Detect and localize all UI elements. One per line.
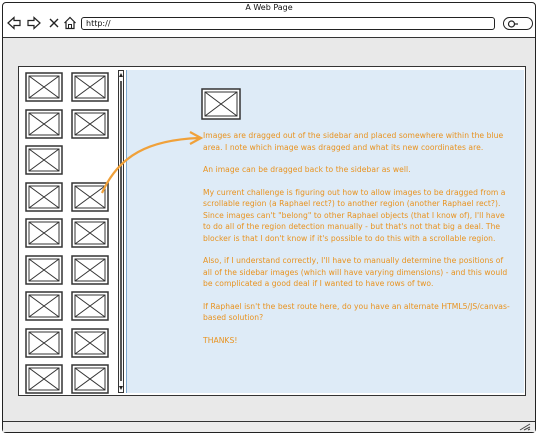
resize-grip-icon[interactable] xyxy=(519,423,531,431)
home-icon[interactable] xyxy=(63,16,77,30)
forward-arrow-icon[interactable] xyxy=(27,16,41,30)
browser-toolbar xyxy=(3,13,535,38)
scroll-up-icon[interactable] xyxy=(119,72,123,78)
search-box[interactable] xyxy=(503,17,533,30)
status-bar xyxy=(3,421,535,432)
back-arrow-icon[interactable] xyxy=(7,16,21,30)
sidebar-image[interactable] xyxy=(71,291,109,321)
sidebar-image[interactable] xyxy=(25,218,63,248)
app-frame xyxy=(18,66,526,396)
sidebar-image[interactable] xyxy=(25,109,63,139)
paragraph: An image can be dragged back to the sidebar as well. xyxy=(203,165,411,174)
description-text xyxy=(203,130,513,357)
close-x-icon[interactable] xyxy=(47,16,61,30)
drag-arrow-icon xyxy=(89,95,219,245)
sidebar-image[interactable] xyxy=(25,72,63,102)
sidebar-image[interactable] xyxy=(71,328,109,358)
paragraph: My current challenge is figuring out how to allow images to be dragged from a scrollable region (a Raphael rect?) to another region (another Raphael rect?). Since images can't "belong" to other Raphael objects (that I know of), I'll have to do all of the region detection manually - but that's not that big a deal. The blocker is that I don't know if it's possible to do this with a scrollable region. xyxy=(203,187,506,243)
paragraph: Also, if I understand correctly, I'll have to manually determine the positions of all of the sidebar images (which will have varying dimensions) - and this would be complicated a good deal if I wanted to have rows of two. xyxy=(203,256,508,288)
sidebar-image[interactable] xyxy=(71,364,109,394)
sidebar-image[interactable] xyxy=(25,364,63,394)
window-title: A Web Page xyxy=(245,3,293,12)
sidebar-image[interactable] xyxy=(25,182,63,212)
search-icon xyxy=(507,19,519,29)
address-bar[interactable]: http:// xyxy=(81,17,495,30)
browser-window xyxy=(2,2,536,433)
page-content xyxy=(3,38,535,422)
sidebar-image[interactable] xyxy=(25,145,63,175)
paragraph: If Raphael isn't the best route here, do you have an alternate HTML5/JS/canvas-based solution? xyxy=(203,301,510,322)
scroll-down-icon[interactable] xyxy=(119,385,123,391)
sidebar-image[interactable] xyxy=(71,255,109,285)
paragraph: Images are dragged out of the sidebar and placed somewhere within the blue area. I note which image was dragged and what its new coordinates are. xyxy=(203,131,504,152)
sidebar-image[interactable] xyxy=(25,291,63,321)
sidebar-image[interactable] xyxy=(25,255,63,285)
sidebar-image[interactable] xyxy=(25,328,63,358)
paragraph: THANKS! xyxy=(203,335,238,345)
